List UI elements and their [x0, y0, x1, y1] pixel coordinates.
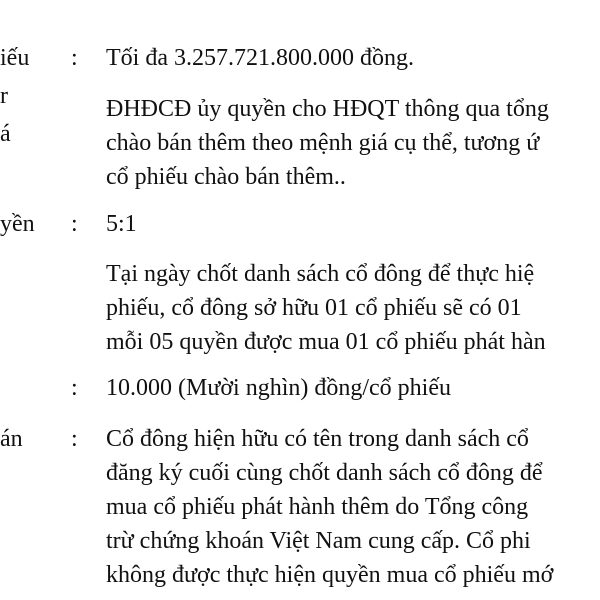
left-label: yền — [0, 211, 35, 237]
colon-separator: : — [71, 375, 78, 401]
left-label: r — [0, 83, 8, 109]
left-label: án — [0, 426, 23, 452]
body-text-line: Tại ngày chốt danh sách cổ đông để thực hiệ — [106, 261, 535, 287]
body-text-line: mua cổ phiếu phát hành thêm do Tổng công — [106, 494, 529, 520]
body-text-line: cổ phiếu chào bán thêm.. — [106, 164, 346, 190]
body-text-line: phiếu, cổ đông sở hữu 01 cổ phiếu sẽ có 01 — [106, 295, 522, 321]
body-text-line: Tối đa 3.257.721.800.000 đồng. — [106, 45, 414, 71]
body-text-line: Cổ đông hiện hữu có tên trong danh sách cổ — [106, 426, 529, 452]
body-text-line: mỗi 05 quyền được mua 01 cổ phiếu phát hàn — [106, 329, 546, 355]
body-text-line: không được thực hiện quyền mua cổ phiếu mớ — [106, 562, 554, 588]
body-text-line: đăng ký cuối cùng chốt danh sách cổ đông để — [106, 460, 543, 486]
body-text-line: chào bán thêm theo mệnh giá cụ thể, tương ứ — [106, 130, 540, 156]
body-text-line: ĐHĐCĐ ủy quyền cho HĐQT thông qua tổng — [106, 96, 549, 122]
body-text-line: trừ chứng khoán Việt Nam cung cấp. Cổ phi — [106, 528, 531, 554]
body-text-line: 5:1 — [106, 211, 137, 237]
colon-separator: : — [71, 45, 78, 71]
colon-separator: : — [71, 426, 78, 452]
colon-separator: : — [71, 211, 78, 237]
left-label: á — [0, 121, 11, 147]
body-text-line: 10.000 (Mười nghìn) đồng/cổ phiếu — [106, 375, 451, 401]
left-label: iếu — [0, 45, 30, 71]
